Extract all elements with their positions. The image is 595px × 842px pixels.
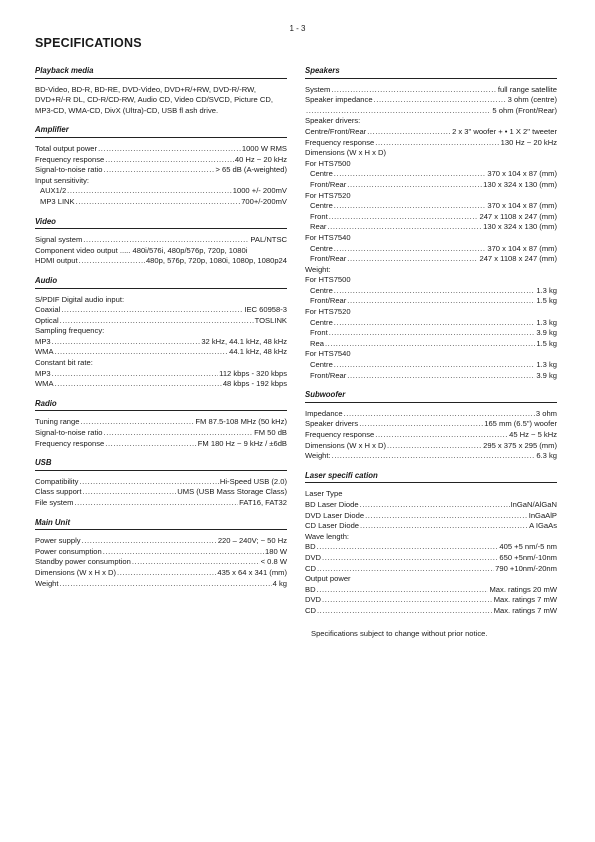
spec-heading: For HTS7520	[305, 307, 351, 317]
spec-row	[305, 318, 557, 329]
spec-value: 247 x 1108 x 247 (mm)	[479, 254, 557, 264]
spec-label: Frequency response	[35, 438, 105, 448]
spec-label: CD	[305, 605, 316, 615]
dot-leader	[374, 95, 507, 106]
spec-row	[305, 201, 557, 212]
spec-value: InGaN/AlGaN	[510, 499, 557, 509]
dot-leader	[98, 144, 241, 155]
dot-leader	[61, 305, 243, 316]
spec-label: Front	[310, 328, 328, 338]
spec-heading: For HTS7500	[305, 158, 351, 168]
spec-heading: Input sensitivity:	[35, 175, 90, 185]
spec-label: Dimensions (W x H x D)	[305, 440, 387, 450]
section-video	[35, 217, 287, 267]
section-usb	[35, 458, 287, 508]
spec-value: 3 ohm (centre)	[507, 95, 557, 105]
dot-leader	[74, 498, 238, 509]
section-title: Radio	[35, 399, 287, 412]
spec-row	[35, 235, 287, 246]
dot-leader	[327, 222, 482, 233]
section-amplifier	[35, 125, 287, 207]
spec-label: MP3	[35, 368, 51, 378]
spec-row	[35, 547, 287, 558]
section-title: Speakers	[305, 66, 557, 79]
spec-label: Signal-to-noise ratio	[35, 165, 103, 175]
dot-leader	[132, 557, 260, 568]
dot-leader	[55, 379, 222, 390]
spec-row	[305, 244, 557, 255]
spec-value: 40 Hz ~ 20 kHz	[234, 154, 287, 164]
spec-heading: For HTS7540	[305, 349, 351, 359]
spec-value: 1.5 kg	[536, 296, 557, 306]
spec-label: CD Laser Diode	[305, 521, 360, 531]
section-audio	[35, 276, 287, 390]
spec-row	[35, 498, 287, 509]
dot-leader	[334, 244, 487, 255]
spec-heading: Wave length:	[305, 531, 350, 541]
spec-row	[305, 430, 557, 441]
left-column	[35, 66, 287, 598]
dot-leader	[104, 165, 215, 176]
spec-value: 295 x 375 x 295 (mm)	[483, 440, 557, 450]
spec-label: File system	[35, 498, 74, 507]
spec-heading: Constant bit rate:	[35, 358, 93, 368]
spec-label: Weight:	[305, 451, 331, 461]
spec-value: 4 kg	[272, 578, 287, 588]
dot-leader	[55, 347, 229, 358]
spec-row	[305, 106, 557, 117]
spec-row	[305, 254, 557, 265]
spec-heading: Laser Type	[305, 489, 343, 499]
dot-leader	[387, 441, 482, 452]
section-laser-specifi-cation	[305, 471, 557, 617]
spec-value: FM 180 Hz ~ 9 kHz / ±6dB	[197, 438, 287, 448]
spec-value: 1.5 kg	[536, 338, 557, 348]
spec-label: AUX1/2	[40, 186, 67, 196]
dot-leader	[347, 180, 482, 191]
section-title: Video	[35, 217, 287, 230]
dot-leader	[334, 201, 487, 212]
spec-value: 180 W	[265, 546, 287, 556]
spec-row	[305, 296, 557, 307]
dot-leader	[359, 419, 483, 430]
spec-label: MP3 LINK	[40, 196, 75, 206]
spec-label: CD	[305, 563, 316, 573]
spec-value: PAL/NTSC	[250, 235, 287, 245]
section-radio	[35, 399, 287, 449]
spec-heading: Sampling frequency:	[35, 326, 105, 336]
spec-label: Optical	[35, 315, 59, 325]
spec-row	[35, 186, 287, 197]
dot-leader	[360, 500, 510, 511]
dot-leader	[317, 606, 493, 617]
dot-leader	[317, 542, 499, 553]
spec-row	[305, 409, 557, 420]
spec-value: FM 50 dB	[254, 428, 287, 438]
spec-label: BD	[305, 542, 316, 552]
spec-label: Front/Rear	[310, 296, 347, 306]
spec-row	[305, 500, 557, 511]
spec-row	[305, 339, 557, 350]
spec-label: Dimensions (W x H x D)	[35, 567, 117, 577]
spec-row	[35, 417, 287, 428]
spec-row	[35, 337, 287, 348]
spec-heading: For HTS7540	[305, 232, 351, 242]
section-title: Main Unit	[35, 518, 287, 531]
spec-row	[305, 127, 557, 138]
spec-value: UMS (USB Mass Storage Class)	[177, 487, 287, 497]
dot-leader	[82, 487, 176, 498]
spec-label: Front/Rear	[310, 254, 347, 264]
spec-label: Impedance	[305, 408, 343, 418]
spec-row	[305, 564, 557, 575]
spec-value: 2 x 3" woofer + • 1 X 2" tweeter	[452, 126, 557, 136]
spec-label: Rea	[310, 338, 324, 348]
spec-row	[35, 305, 287, 316]
spec-row	[305, 286, 557, 297]
spec-value: FAT16, FAT32	[239, 498, 287, 507]
spec-label: Centre	[310, 169, 333, 179]
spec-value: IEC 60958-3	[244, 305, 287, 315]
spec-value: 130 Hz ~ 20 kHz	[500, 137, 557, 147]
spec-row	[305, 222, 557, 233]
spec-row	[305, 441, 557, 452]
section-title: USB	[35, 458, 287, 471]
dot-leader	[375, 430, 508, 441]
spec-label: System	[305, 84, 331, 94]
spec-value: Max. ratings 7 mW	[493, 595, 557, 605]
dot-leader	[329, 328, 536, 339]
dot-leader	[60, 316, 254, 327]
spec-row	[305, 169, 557, 180]
spec-label: Signal-to-noise ratio	[35, 428, 103, 438]
spec-label: Centre	[310, 243, 333, 253]
spec-value: Max. ratings 7 mW	[493, 605, 557, 615]
spec-label: Coaxial	[35, 305, 61, 315]
spec-heading: Component video output ..... 480i/576i, 480p/576p, 720p, 1080i	[35, 245, 248, 255]
dot-leader	[80, 417, 194, 428]
dot-leader	[52, 337, 201, 348]
spec-value: 370 x 104 x 87 (mm)	[487, 243, 557, 253]
spec-value: 370 x 104 x 87 (mm)	[487, 201, 557, 211]
spec-row	[305, 328, 557, 339]
spec-label: Frequency response	[305, 137, 375, 147]
spec-label: Centre	[310, 360, 333, 370]
dot-leader	[347, 296, 535, 307]
spec-row	[35, 347, 287, 358]
spec-row	[35, 369, 287, 380]
spec-value: 130 x 324 x 130 (mm)	[483, 222, 557, 232]
dot-leader	[104, 428, 254, 439]
spec-value: 220 – 240V; ~ 50 Hz	[217, 536, 287, 546]
spec-label: Class support	[35, 487, 82, 497]
spec-label: DVD Laser Diode	[305, 510, 365, 520]
dot-leader	[52, 369, 219, 380]
spec-heading: For HTS7520	[305, 190, 351, 200]
spec-label: MP3	[35, 336, 51, 346]
spec-heading: Dimensions (W x H x D)	[305, 148, 387, 158]
spec-label: Compatibility	[35, 476, 79, 486]
section-paragraph: BD-Video, BD-R, BD-RE, DVD-Video, DVD+R/+RW, DVD-R/-RW, DVD+R/-R DL, CD-R/CD-RW, Audio CD, Video CD/SVCD, Picture CD, MP3-CD, WMA-CD, DivX (Ultra)-CD, USB fl ash drive.	[35, 84, 273, 115]
spec-label: Frequency response	[305, 430, 375, 439]
spec-label: Centre	[310, 317, 333, 327]
spec-label: Frequency response	[35, 154, 105, 164]
spec-value: 247 x 1108 x 247 (mm)	[479, 211, 557, 221]
spec-value: 130 x 324 x 130 (mm)	[483, 179, 557, 189]
dot-leader	[67, 186, 232, 197]
spec-value: 3 ohm	[535, 408, 557, 418]
spec-value: 165 mm (6.5") woofer	[484, 419, 557, 429]
dot-leader	[306, 106, 491, 117]
spec-label: Power supply	[35, 536, 81, 546]
spec-value: 1.3 kg	[536, 317, 557, 327]
dot-leader	[79, 477, 218, 488]
spec-row	[305, 371, 557, 382]
section-title: Subwoofer	[305, 390, 557, 403]
spec-row	[35, 316, 287, 327]
spec-label: Standby power consumption	[35, 557, 131, 567]
spec-label: Signal system	[35, 235, 83, 245]
spec-row	[305, 542, 557, 553]
spec-row	[35, 155, 287, 166]
spec-row	[35, 487, 287, 498]
spec-row	[305, 521, 557, 532]
dot-leader	[322, 595, 493, 606]
dot-leader	[360, 521, 528, 532]
spec-row	[305, 419, 557, 430]
section-subwoofer	[305, 390, 557, 462]
spec-label: Rear	[310, 222, 327, 232]
spec-label: Front	[310, 211, 328, 221]
spec-heading: For HTS7500	[305, 275, 351, 285]
spec-row	[305, 138, 557, 149]
spec-label: BD	[305, 584, 316, 594]
spec-row	[35, 428, 287, 439]
spec-label: Front/Rear	[310, 370, 347, 380]
spec-value: 480p, 576p, 720p, 1080i, 1080p, 1080p24	[145, 256, 287, 266]
spec-row	[35, 579, 287, 590]
spec-row	[305, 511, 557, 522]
dot-leader	[322, 553, 498, 564]
spec-value: 650 +5nm/-10nm	[499, 552, 557, 562]
spec-heading: Weight:	[305, 264, 331, 274]
dot-leader	[325, 339, 535, 350]
spec-label: Total output power	[35, 143, 98, 153]
spec-label: Speaker impedance	[305, 95, 373, 105]
spec-heading: Speaker drivers:	[305, 116, 361, 126]
spec-row	[35, 477, 287, 488]
section-main-unit	[35, 518, 287, 590]
spec-value: 435 x 64 x 341 (mm)	[217, 567, 287, 577]
spec-value: < 0.8 W	[260, 557, 287, 567]
spec-row	[35, 568, 287, 579]
dot-leader	[105, 439, 197, 450]
dot-leader	[334, 360, 536, 371]
spec-label: DVD	[305, 595, 322, 605]
spec-row	[35, 197, 287, 208]
spec-row	[35, 439, 287, 450]
spec-value: 45 Hz ~ 5 kHz	[509, 430, 557, 439]
dot-leader	[103, 547, 264, 558]
spec-value: 790 +10nm/-20nm	[495, 563, 557, 573]
spec-label: Centre	[310, 285, 333, 295]
section-title: Amplifier	[35, 125, 287, 138]
dot-leader	[83, 235, 249, 246]
spec-value: 3.9 kg	[536, 370, 557, 380]
dot-leader	[375, 138, 499, 149]
spec-row	[305, 180, 557, 191]
spec-row	[305, 212, 557, 223]
spec-value: 1.3 kg	[536, 360, 557, 370]
spec-row	[305, 585, 557, 596]
section-title: Laser specifi cation	[305, 471, 557, 484]
spec-label: Power consumption	[35, 546, 102, 556]
spec-value: InGaAlP	[528, 510, 557, 520]
dot-leader	[117, 568, 216, 579]
spec-row	[35, 557, 287, 568]
right-column	[305, 66, 557, 639]
spec-value: 6.3 kg	[536, 451, 557, 461]
page-title: SPECIFICATIONS	[35, 36, 142, 50]
dot-leader	[334, 169, 487, 180]
spec-value: 3.9 kg	[536, 328, 557, 338]
spec-value: Max. ratings 20 mW	[489, 584, 557, 594]
spec-label: WMA	[35, 347, 54, 357]
dot-leader	[347, 254, 478, 265]
spec-label: Front/Rear	[310, 179, 347, 189]
spec-value: Hi-Speed USB (2.0)	[219, 476, 287, 486]
spec-value: A IGaAs	[529, 521, 557, 531]
dot-leader	[60, 579, 272, 590]
page-number: 1 - 3	[289, 24, 306, 33]
dot-leader	[317, 585, 489, 596]
spec-value: 405 +5 nm/-5 nm	[499, 542, 557, 552]
spec-value: 5 ohm (Front/Rear)	[492, 105, 557, 115]
spec-label: BD Laser Diode	[305, 499, 359, 509]
spec-label: Speaker drivers	[305, 419, 359, 429]
spec-row	[35, 144, 287, 155]
section-title: Playback media	[35, 66, 287, 79]
dot-leader	[105, 155, 234, 166]
dot-leader	[347, 371, 535, 382]
spec-value: 44.1 kHz, 48 kHz	[229, 347, 287, 357]
dot-leader	[317, 564, 494, 575]
spec-row	[305, 85, 557, 96]
spec-row	[305, 95, 557, 106]
spec-value: 112 kbps - 320 kbps	[219, 368, 287, 378]
spec-label: Centre/Front/Rear	[305, 126, 367, 136]
section-playback-media	[35, 66, 287, 116]
spec-label: Weight	[35, 578, 59, 588]
spec-value: full range satellite	[497, 84, 557, 94]
spec-value: 700+/-200mV	[241, 196, 287, 206]
spec-row	[305, 360, 557, 371]
spec-row	[35, 379, 287, 390]
spec-label: DVD	[305, 552, 322, 562]
spec-value: 1000 +/- 200mV	[232, 186, 287, 196]
dot-leader	[76, 197, 241, 208]
spec-value: 48 kbps - 192 kbps	[222, 379, 287, 389]
spec-value: TOSLINK	[254, 315, 287, 325]
spec-value: 1.3 kg	[536, 285, 557, 295]
spec-heading: S/PDIF Digital audio input:	[35, 294, 125, 304]
spec-row	[305, 451, 557, 462]
dot-leader	[332, 451, 536, 462]
dot-leader	[365, 511, 528, 522]
spec-value: FM 87.5-108 MHz (50 kHz)	[195, 417, 287, 427]
section-speakers	[305, 66, 557, 381]
spec-row	[305, 553, 557, 564]
dot-leader	[334, 286, 536, 297]
spec-row	[305, 606, 557, 617]
spec-row	[35, 256, 287, 267]
footnote: Specifications subject to change without prior notice.	[311, 628, 488, 638]
spec-value: 370 x 104 x 87 (mm)	[487, 169, 557, 179]
spec-row	[305, 595, 557, 606]
spec-label: Tuning range	[35, 417, 80, 427]
dot-leader	[331, 85, 497, 96]
dot-leader	[79, 256, 145, 267]
dot-leader	[367, 127, 451, 138]
section-title: Audio	[35, 276, 287, 289]
spec-value: > 65 dB (A-weighted)	[215, 165, 287, 175]
spec-value: 1000 W RMS	[241, 143, 287, 153]
spec-label: HDMI output	[35, 256, 78, 266]
dot-leader	[329, 212, 479, 223]
spec-label: WMA	[35, 379, 54, 389]
spec-heading: Output power	[305, 574, 351, 584]
dot-leader	[334, 318, 536, 329]
spec-value: 32 kHz, 44.1 kHz, 48 kHz	[201, 336, 287, 346]
spec-label: Centre	[310, 201, 333, 211]
dot-leader	[344, 409, 535, 420]
spec-row	[35, 165, 287, 176]
spec-row	[35, 536, 287, 547]
dot-leader	[82, 536, 217, 547]
